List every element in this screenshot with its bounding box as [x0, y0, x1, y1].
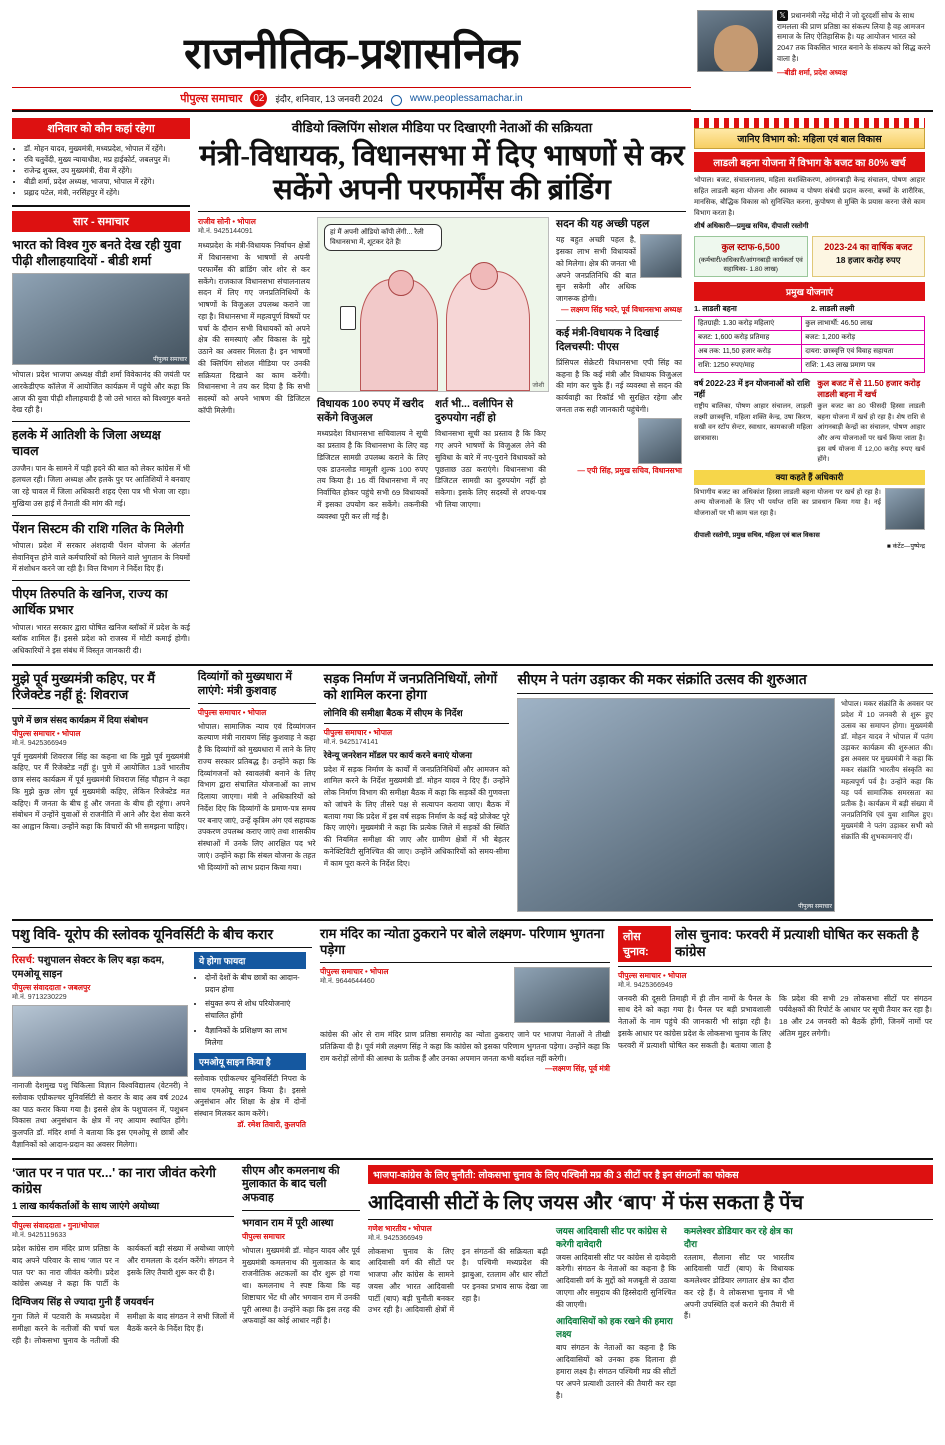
officer-band-head: क्या कहते हैं अधिकारी: [694, 470, 925, 485]
bot-right-body: लोकसभा चुनाव के लिए आदिवासी वर्ग की सीटों पर भाजपा और कांग्रेस के सामने जयस और भारत आदिवासी पार्टी (बाप) बड़ी चुनौती बनकर उभर रही है। आदिवासी क्षेत्रों में इन संगठनों की सक्रियता बढ़ी है। पश्चिमी मध्यप्रदेश की झाबुआ, रतलाम और धार सीटों पर इनका प्रभाव साफ देखा जा रहा है।: [368, 1246, 548, 1315]
left-lead-photo: [12, 273, 190, 365]
lower-story-1: [12, 926, 312, 1151]
feature-intro: भोपाल। बजट, संचालनालय, महिला सशक्तिकरण, आंगनबाड़ी केन्द्र संचालन, पोषण आहार सहित लाडली बहना योजना और स्वास्थ्य व पोषण संबंधी प्रदान करना, बच्चों के शारीरिक, मानसिक, बौद्धिक विकास को सुनिश्चित करना, कुपोषण से मुक्ति के प्रयास करना जैसे काम विभाग करता है।: [694, 177, 925, 217]
list-item: • रवि चतुर्वेदी, मुख्य न्यायाधीश, मप्र हाईकोर्ट, जबलपुर में।: [24, 154, 190, 165]
stat-budget-value: 18 हजार करोड़ रुपए: [836, 255, 901, 266]
main-third-col: [556, 217, 682, 522]
bot-left-headline: ‘जात पर न पात पर...' का नारा जीवंत करेगी कांग्रेस: [12, 1164, 216, 1196]
left-story2-body: उज्जैन। पान के सामने में पड़ी हदने की बात को लेकर कांग्रेस में भी हलचल रही। जिला अध्यक्ष और हलके पुर पर आतिशियों ने बनवाए जा रहे चावल में जिला अधिकारी शहद ऐसा पत्र भी भेजा जा रहा। मुखिया उस हाई में तैनाती की मांग की गई।: [12, 463, 190, 508]
divider: [12, 515, 190, 516]
benefit-head: ये होगा फायदा: [194, 952, 306, 969]
bot-right-mobile: मो.नं. 9425366949: [368, 1234, 423, 1242]
bot-right-sub1: जयस आदिवासी सीट पर कांग्रेस से करेगी दावेदारी: [556, 1225, 667, 1249]
photo-credit: पीपुल्स समाचार: [153, 357, 187, 364]
mou-head: एमओयू साइन किया है: [194, 1053, 306, 1070]
bot-right-brand: गणेश भारतीय • भोपाल: [368, 1223, 432, 1233]
benefit-list: [194, 972, 306, 1049]
low3-brand: पीपुल्स समाचार • भोपाल: [618, 970, 687, 980]
stat-staff-body: (कर्मचारी/अधिकारी/आंगनबाड़ी कार्यकर्ता एवं सहायिका- 1.80 लाख): [698, 257, 803, 274]
mid3-subhead: लोनिवि की समीक्षा बैठक में सीएम के निर्देश: [323, 707, 463, 718]
bot-left-body: प्रदेश कांग्रेस राम मंदिर प्राण प्रतिष्ठा के बाद अपने परिवार के साथ 'जात पर न पात पर' का नारा जीवंत करेगी। प्रदेश कांग्रेस अध्यक्ष ने कहा कि पार्टी के कार्यकर्ता बड़ी संख्या में अयोध्या जाएंगे और रामलला के दर्शन करेंगे। संगठन ने इसके लिए तैयारी शुरू कर दी है।: [12, 1244, 234, 1289]
place-date: इंदौर, शनिवार, 13 जनवरी 2024: [275, 94, 383, 104]
bot-left-body2: गुना जिले में पटवारी के मध्यप्रदेश में समीक्षा करने के नतीजों की चर्चा चल रही है। लोकसभा चुनाव के नतीजों की समीक्षा के बाद संगठन ने सभी जिलों में बैठकें करने के निर्देश दिए हैं।: [12, 1312, 234, 1345]
stat-budget-title: 2023-24 का वार्षिक बजट: [824, 242, 913, 253]
list-item: • प्रह्लाद पटेल, मंत्री, नरसिंहपुर में रहेंगे।: [24, 187, 190, 198]
mid-story-2: [198, 671, 316, 912]
section-divider-2: [12, 919, 933, 921]
quote-text-block: [777, 10, 933, 78]
mid3-mobile: मो.नं. 9425174141: [323, 738, 379, 746]
stat-budget: [812, 236, 926, 277]
page-number: 02: [250, 90, 267, 107]
schedule-box-head: शनिवार को कौन कहां रहेगा: [12, 118, 190, 139]
left-story4-body: भोपाल। भारत सरकार द्वारा घोषित खनिज ब्लॉकों में प्रदेश के कई ब्लॉक शामिल हैं। इससे प्रदेश को राजस्व में मोटी कमाई होगी। अधिकारियों ने इस संबंध में विस्तृत जानकारी दी।: [12, 622, 190, 656]
low2-brand: पीपुल्स समाचार • भोपाल: [320, 967, 389, 977]
main-headline: मंत्री-विधायक, विधानसभा में दिए भाषणों से कर सकेंगे अपनी परफार्मेंस की ब्रांडिंग: [199, 140, 685, 206]
mid-story-1: [12, 671, 190, 912]
mid2-headline: दिव्यांगों को मुख्यधारा में लाएंगे: मंत्री कुशवाह: [197, 671, 292, 697]
lower-section: [12, 926, 933, 1151]
list-item: • डॉ. मोहन यादव, मुख्यमंत्री, मध्यप्रदेश, भोपाल में रहेंगे।: [24, 143, 190, 154]
low3-mobile: मो.नं. 9425366949: [618, 981, 673, 989]
feature-officials: शीर्ष अधिकारी—प्रमुख सचिव, दीपाली रस्तोगी: [694, 223, 809, 231]
bot-left-mobile: मो.नं. 9425119633: [12, 1232, 67, 1240]
research-label: रिसर्च:: [12, 955, 36, 967]
schemes-head: प्रमुख योजनाएं: [694, 282, 925, 301]
mid2-brand: पीपुल्स समाचार • भोपाल: [197, 707, 267, 717]
bottom-story-left: [12, 1165, 234, 1402]
quote-person-photo: [640, 234, 682, 278]
political-cartoon: हां मैं अपनी ऑडियो कॉपी लेंगी... रैली विधानसभा में, शूटकर देते हैं! जोशी: [317, 217, 549, 392]
low1-headline: पशु विवि- यूरोप की स्लोवक यूनिवर्सिटी के बीच करार: [12, 925, 274, 942]
top-region: [12, 118, 933, 657]
website-url[interactable]: www.peoplessamachar.in: [409, 93, 523, 104]
laxman-singh-photo: [514, 967, 610, 1023]
feature-credit: ■ कंटेंट—पुष्पेन्द्र: [886, 542, 925, 550]
table-row: अब तक: 11,50 हजार करोड़ दायरा: छात्रवृत्ति एवं विवाह सहायता: [695, 345, 925, 359]
lower-story-3: [618, 926, 932, 1151]
main-kicker: वीडियो क्लिपिंग सोशल मीडिया पर दिखाएगी नेताओं की सक्रियता: [291, 120, 593, 135]
bot-mid-sub: भगवान राम में पूरी आस्था: [242, 1217, 334, 1229]
left-story3-headline: पेंशन सिस्टम की राशि गलित के मिलेगी: [12, 521, 184, 536]
schemes-table: [694, 316, 925, 373]
lower-story-2: [320, 926, 610, 1151]
mid-head: वर्ष 2022-23 में इन योजनाओं को राशि नहीं: [694, 379, 810, 400]
schedule-list: [12, 139, 190, 207]
quote-byline: —बीडी शर्मा, प्रदेश अध्यक्ष: [777, 67, 848, 77]
table-row: राशि: 1250 रुपए/माह राशि: 1.43 लाख प्रमाण पत्र: [695, 359, 925, 373]
left-lead-headline: भारत को विश्व गुरु बनते देख रही युवा पीढ़ी शौलाहयादियों - बीडी शर्मा: [12, 237, 181, 268]
sub3-body: यह बहुत अच्छी पहल है, इसका लाभ सभी विधायकों को मिलेगा। क्षेत्र की जनता भी अपने जनप्रतिनिधि की बात सुन सकेगी और अधिक जागरूक होगी।: [556, 235, 637, 304]
mid3-body: प्रदेश में सड़क निर्माण के कार्यों में जनप्रतिनिधियों और आमजन को शामिल करने के निर्देश मुख्यमंत्री डॉ. मोहन यादव ने दिए हैं। उन्होंने लोक निर्माण विभाग की समीक्षा बैठक में कहा कि सड़कों की गुणवत्ता को जांचने के लिए तीसरे पक्ष से सत्यापन कराया जाए। बैठक में बताया गया कि प्रदेश में इस वर्ष सड़क निर्माण के कई बड़े प्रोजेक्ट पूरे किए जाएंगे। मुख्यमंत्री ने कहा कि प्रत्येक जिले में सड़कों की स्थिति की नियमित समीक्षा की जाए और ग्रामीण क्षेत्रों में भी बेहतर कनेक्टिविटी सुनिश्चित की जाए। उन्होंने अधिकारियों को समय-सीमा में काम पूरा करने के निर्देश दिए।: [323, 764, 510, 868]
officer-body: विभागीय बजट का अधिकांश हिस्सा लाडली बहना योजना पर खर्च हो रहा है। अन्य योजनाओं के लिए भी पर्याप्त राशि का प्रावधान किया गया है। नई योजनाओं पर भी काम चल रहा है।: [694, 488, 881, 517]
mid2-body: भोपाल। सामाजिक न्याय एवं दिव्यांगजन कल्याण मंत्री नारायण सिंह कुशवाह ने कहा है कि दिव्यांगों को मुख्यधारा में लाने के लिए राज्य सरकार प्रतिबद्ध है। उन्होंने कहा कि दिव्यांगजनों को स्वावलंबी बनाने के लिए विभाग द्वारा संचालित योजनाओं का लाभ दिलाया जाएगा। मंत्री ने अधिकारियों को निर्देश दिए कि दिव्यांगों के प्रमाण-पत्र समय पर बनाए जाएं, उन्हें कृत्रिम अंग एवं सहायक उपकरण उपलब्ध कराए जाएं तथा शासकीय संस्थाओं में उनके लिए आरक्षित पद भरे जाएं। उन्होंने कहा कि संबल योजना के तहत भी दिव्यांगों को लाभ प्रदान किया गया।: [197, 721, 316, 872]
bottom-story-mid: [242, 1165, 360, 1402]
sub3-byline: — लक्ष्मण सिंह भदरे, पूर्व विधानसभा अध्यक्ष: [560, 304, 682, 314]
right-feature: [694, 118, 925, 657]
bot-mid-headline: सीएम और कमलनाथ की मुलाकात के बाद चली अफवाह: [242, 1164, 340, 1205]
photo-credit: पीपुल्स समाचार: [798, 903, 832, 910]
mid-body: राष्ट्रीय बालिका, पोषण आहार संचालन, लाड़ली लक्ष्मी छात्रवृत्ति, महिला शक्ति केन्द्र, उषा किरण, सखी वन स्टॉप सेन्टर, स्वाधार, कामकाजी महिला छात्रावास।: [694, 403, 813, 442]
main-reporter: राजीव सोनी • भोपाल: [198, 217, 256, 227]
feature-gold-head: जानिए विभाग को: महिला एवं बाल विकास: [694, 128, 925, 149]
low3-label: लोस चुनाव:: [618, 926, 671, 962]
mid1-body: पूर्व मुख्यमंत्री शिवराज सिंह का कहना था कि मुझे पूर्व मुख्यमंत्री कहिए, पर मैं रिजेक्टेड नहीं हूं। पुणे में आयोजित 13वें भारतीय छात्र संसद कार्यक्रम में पूर्व मुख्यमंत्री शिवराज सिंह चौहान ने कहा कि मुझे कुछ लोग पूर्व मुख्यमंत्री कहिए, लेकिन रिजेक्टेड मत कहिए। मैं जनता के बीच हूं और जनता के बीच ही रहूंगा। अपने संबोधन में उन्होंने युवाओं से राजनीति में आने और देश सेवा करने का आह्वान किया। उन्होंने कहा कि विचारों की भी समझना चाहिए।: [12, 751, 190, 832]
bot-right-body1: जयस आदिवासी सीट पर कांग्रेस से दावेदारी करेगी। संगठन के नेताओं का कहना है कि आदिवासी वर्ग के मुद्दों को मजबूती से उठाया जाएगा और समुदाय की हिस्सेदारी सुनिश्चित की जाएगी।: [556, 1252, 676, 1309]
side-body: कुल बजट का 80 फीसदी हिस्सा लाडली बहना योजना में खर्च हो रहा है। शेष राशि से आंगनबाड़ी केन्द्रों का संचालन, पोषण आहार और अन्य योजनाओं पर खर्च किया जाता है। इस वर्ष योजना में 12,00 करोड़ रुपए खर्च होंगे।: [817, 403, 925, 464]
masthead-strip: [12, 87, 691, 110]
left-column: [12, 118, 190, 657]
mid4-headline: सीएम ने पतंग उड़ाकर की मकर संक्रांति उत्सव की शुरुआत: [517, 671, 807, 688]
sub2-head: शर्त भी... वलीपिन से दुरुपयोग नहीं हो: [435, 398, 514, 425]
sub2-body: विधानसभा सूची का प्रस्ताव है कि किए गए अपने भाषणों के विजुअल लेने की सुविधा के बारे में नए-पुराने विधायकों को पूछताछ उठा कराएंगे। विधानसभा की डिजिटल सामग्री का दुरुपयोग नहीं हो सकेगा। इसके लिए सदस्यों से शपथ-पत्र भी लिया जाएगा।: [435, 429, 546, 509]
mid3-highlight: रेवेन्यू जनरेशन मॉडल पर कार्य करने बनाएं योजना: [323, 749, 472, 760]
side-head: कुल बजट में से 11.50 हजार करोड़ लाडली बहना में खर्च: [817, 379, 921, 400]
mid3-headline: सड़क निर्माण में जनप्रतिनिधियों, लोगों को शामिल करना होगा: [323, 671, 498, 703]
scheme-1-name: 1. लाडली बहना: [694, 304, 737, 314]
cm-kite-photo: [517, 698, 835, 912]
sub4-body: प्रिंसिपल सेक्रेटरी विधानसभा एपी सिंह का कहना है कि कई मंत्री और विधायक विजुअल की मांग कर चुके हैं। नई व्यवस्था से सदन की कार्यवाही का रिकॉर्ड भी सुरक्षित रहेगा और जनता तक सही जानकारी पहुंचेगी।: [556, 357, 682, 414]
main-body: मध्यप्रदेश के मंत्री-विधायक निर्वाचन क्षेत्रों में विधानसभा के भाषणों से अपनी परफार्मेंस की ब्रांडिंग जोर शोर से कर सकेंगे। राजकाज विधानसभा संचालनालय सदन में लिए गए जनप्रतिनिधियों के भाषणों के विजुअल उपलब्ध कराने जा रहा है। विधानसभा में महत्वपूर्ण विषयों पर चर्चा के दौरान सभी विधायकों को अपने क्षेत्र की समस्याएं और विकास के मुद्दे उठाने का अवसर मिलता है। इन भाषणों की क्लिपिंग सोशल मीडिया पर उनकी सक्रियता दिखाने का काम करेंगी। विधानसभा ने तय कर दिया है कि सभी सदस्यों को अपने भाषण की डिजिटल कॉपी मिलेगी।: [198, 241, 310, 415]
bot-right-headline: आदिवासी सीटों के लिए जयस और ‘बाप' में फंस सकता है पेंच: [368, 1191, 804, 1214]
globe-icon: [391, 95, 402, 106]
left-lead-body: भोपाल। प्रदेश भाजपा अध्यक्ष वीडी शर्मा विवेकानंद की जयंती पर आरकेडीएफ कॉलेज में आयोजित कार्यक्रम में पहुंचे और कहा कि आज की युवा पीढ़ी शौलाहयादी है जो उसे भारत को विश्वगुरु बनते देख रही है।: [12, 370, 190, 415]
mid1-subhead: पुणे में छात्र संसद कार्यक्रम में दिया संबोधन: [12, 714, 148, 725]
masthead: [12, 10, 933, 106]
university-photo: [12, 1005, 188, 1077]
bot-mid-brand: पीपुल्स समाचार: [242, 1231, 285, 1241]
bot-left-brand: पीपुल्स संवाददाता • गुना/भोपाल: [12, 1221, 100, 1231]
bot-mid-body: भोपाल। मुख्यमंत्री डॉ. मोहन यादव और पूर्व मुख्यमंत्री कमलनाथ की मुलाकात के बाद राजनीतिक अटकलों का दौर शुरू हो गया था। कमलनाथ ने स्पष्ट किया कि यह शिष्टाचार भेंट थी और भगवान राम में उनकी पूरी आस्था है। उन्होंने कहा कि इस तरह की अफवाहों का कोई आधार नहीं है।: [242, 1245, 360, 1326]
x-twitter-icon: 𝕏: [777, 10, 788, 21]
masthead-quote-block: [697, 10, 933, 78]
divider: [12, 421, 190, 422]
low1-subhead: पशुपालन सेक्टर के लिए बड़ा कदम, एमओयू साइन: [12, 955, 165, 981]
main-first-col: [198, 217, 310, 522]
scheme-2-name: 2. लाडली लक्ष्मी: [811, 304, 855, 314]
stat-staff-title: कुल स्टाफ-6,500: [721, 242, 780, 253]
mid-section: [12, 671, 933, 912]
main-story: [198, 118, 686, 657]
masthead-title-block: [12, 10, 691, 110]
section-divider-3: [12, 1158, 933, 1160]
sub1-head: विधायक 100 रुपए में खरीद सकेंगे विजुअल: [317, 398, 424, 425]
mou-byline: डॉ. रमेश तिवारी, कुलपति: [237, 1119, 306, 1129]
sub4-head: कई मंत्री-विधायक ने दिखाई दिलचस्पी: पीएस: [556, 326, 659, 353]
officer-photo: [638, 418, 682, 464]
main-mobile: मो.नं. 9425144091: [198, 228, 253, 236]
mou-body: स्लोवाक एग्रीकल्चर यूनिवर्सिटी निपरा के साथ एमओयू साइन किया है। इससे अनुसंधान और शिक्षा के क्षेत्र में दोनों संस्थान मिलकर काम करेंगे।: [194, 1073, 306, 1119]
low1-brand: पीपुल्स संवाददाता • जबलपुर: [12, 983, 91, 993]
officer-byline: दीपाली रस्तोगी, प्रमुख सचिव, महिला एवं बाल विकास: [694, 531, 820, 539]
bot-right-body2: बाप संगठन के नेताओं का कहना है कि आदिवासियों को उनका हक दिलाना ही हमारा लक्ष्य है। संगठन पश्चिमी मप्र की सीटों पर अपने प्रत्याशी उतारने की तैयारी कर रहा है।: [556, 1343, 676, 1400]
bot-right-band: भाजपा-कांग्रेस के लिए चुनौती: लोकसभा चुनाव के लिए पश्चिमी मप्र की 3 सीटों पर है इन संगठनों का फोकस: [368, 1165, 933, 1184]
list-item: • बीडी शर्मा, प्रदेश अध्यक्ष, भाजपा, भोपाल में रहेंगे।: [24, 176, 190, 187]
list-item: • वैज्ञानिकों के प्रशिक्षण का लाभ मिलेगा: [205, 1025, 306, 1049]
cartoon-bubble: हां मैं अपनी ऑडियो कॉपी लेंगी... रैली विधानसभा में, शूटकर देते हैं!: [324, 224, 442, 251]
bot-right-sub3: कमलेश्वर डोडियार कर रहे क्षेत्र का दौरा: [684, 1225, 793, 1249]
bot-right-body3: रतलाम, सैलाना सीट पर भारतीय आदिवासी पार्टी (बाप) के विधायक कमलेश्वर डोडियार लगातार क्षेत्र का दौरा कर रहे हैं। वे लोकसभा चुनाव में भी अपनी उपस्थिति दर्ज कराने की तैयारी में हैं।: [684, 1252, 794, 1321]
low3-body: जनवरी की दूसरी तिमाही में ही तीन नामों के पैनल के साथ देने को कहा गया है। पैनल पर बड़ी प्रभावशाली नेताओं के नाम पहुंचे की जानकारी भी सांझा रही है। इसके आधार पर कांग्रेस प्रदेश के लोकसभा चुनाव के लिए फरवरी में प्रत्याशी घोषित कर सकती है। बताया जाता है कि प्रदेश की सभी 29 लोकसभा सीटों पर संगठन पर्यवेक्षकों की रिपोर्ट के आधार पर सूची तैयार कर रहा है। 18 और 24 जनवरी को बैठकें होंगी, जिनमें नामों पर अंतिम मुहर लगेगी।: [618, 993, 932, 1050]
low1-body: नानाजी देशमुख पशु चिकित्सा विज्ञान विश्वविद्यालय (वेटनरी) ने स्लोवाक एग्रीकल्चर यूनिवर्सिटी से करार के बाद अब वर्ष 2024 का पाठ करार किया गया है। इससे क्षेत्र के पशुपालन में, पशुधन विकास तथा अनुसंधान के क्षेत्र में नए आयाम स्थापित होंगे। कुलपति डॉ. मंदिर शर्मा ने बताया कि इस एमओयू से छात्रों और वैज्ञानिकों को आदान-प्रदान का अवसर मिलेगा।: [12, 1081, 188, 1149]
mid4-body: भोपाल। मकर संक्रांति के अवसर पर प्रदेश में 10 जनवरी से शुरू हुए उत्सव का समापन होगा। मुख्यमंत्री डॉ. मोहन यादव ने भोपाल में पतंग उड़ाकर कार्यक्रम की शुरुआत की। इस अवसर पर मुख्यमंत्री ने कहा कि मकर संक्रांति भारतीय संस्कृति का महत्वपूर्ण पर्व है। उन्होंने कहा कि यह पर्व सामाजिक समरसता का प्रतीक है। कार्यक्रम में बड़ी संख्या में जनप्रतिनिधि एवं युवा शामिल हुए। मुख्यमंत्री ने पतंग उड़ाकर सभी को संक्रांति की शुभकामनाएं दीं।: [841, 698, 933, 842]
table-row: हितग्राही: 1.30 करोड़ महिलाएं कुल लाभार्थी: 46.50 लाख: [695, 317, 925, 331]
mid1-mobile: मो.नं. 9425366949: [12, 739, 67, 747]
bot-left-sub2: दिग्विजय सिंह से ज्यादा गुनी हैं जयवर्धन: [12, 1297, 154, 1309]
brand-label: पीपुल्स समाचार: [180, 93, 243, 105]
left-story4-headline: पीएम तिरुपति के खनिज, राज्य का आर्थिक प्रभार: [12, 587, 168, 618]
bot-left-sub: 1 लाख कार्यकर्ताओं के साथ जाएंगे अयोध्या: [12, 1201, 160, 1213]
mid-story-4: [517, 671, 933, 912]
bot-right-sub2: आदिवासियों को हक रखने की हमारा लक्ष्य: [556, 1316, 673, 1340]
masthead-divider: [12, 110, 933, 112]
divider: [12, 580, 190, 581]
low1-mobile: मो.नं. 9713230229: [12, 994, 67, 1002]
page-title: राजनीतिक-प्रशासनिक: [183, 31, 520, 78]
list-item: • दोनों देशों के बीच छात्रों का आदान-प्रदान होगा: [205, 972, 306, 996]
bottom-section: [12, 1165, 933, 1402]
sub3-head: सदन की यह अच्छी पहल: [556, 218, 650, 231]
mid3-brand: पीपुल्स समाचार • भोपाल: [323, 727, 393, 737]
mid1-headline: मुझे पूर्व मुख्यमंत्री कहिए, पर मैं रिजेक्टेड नहीं हूं: शिवराज: [12, 671, 156, 703]
cartoon-block: [317, 217, 549, 522]
left-story3-body: भोपाल। प्रदेश में सरकार अंशदायी पेंशन योजना के अंतर्गत सेवानिवृत्त होने वाले कर्मचारियों को मिलने वाले भुगतान के नियमों में संशोधन करने जा रही है। वित्त विभाग ने निर्देश दिए हैं।: [12, 540, 190, 574]
quote-text: प्रधानमंत्री नरेंद्र मोदी ने जो दूरदर्शी सोच के साथ रामलला की प्राण प्रतिष्ठा का संकल्प लिया है वह आमजन समाज के लिए ऐतिहासिक है। यह आयोजन भारत को 2047 तक विकसित भारत बनाने के संकल्प को सिद्ध करने वाला है।: [777, 11, 931, 63]
officer-portrait: [885, 488, 925, 530]
left-story2-headline: हलके में आतिशी के जिला अध्यक्ष चावल: [12, 428, 161, 459]
low2-mobile: मो.नं. 9644644460: [320, 978, 375, 986]
mid1-brand: पीपुल्स समाचार • भोपाल: [12, 728, 81, 738]
table-row: बजट: 1,600 करोड़ प्रतिमाह बजट: 1,200 करोड़: [695, 331, 925, 345]
section-divider: [12, 664, 933, 666]
list-item: • संयुक्त रूप से शोध परियोजनाएं संचालित होंगी: [205, 998, 306, 1022]
sub4-byline: — एपी सिंह, प्रमुख सचिव, विधानसभा: [577, 465, 682, 475]
feature-red-head: लाडली बहना योजना में विभाग के बजट का 80% खर्च: [694, 152, 925, 172]
stat-staff: [694, 236, 808, 277]
low2-body: कांग्रेस की ओर से राम मंदिर प्राण प्रतिष्ठा समारोह का न्योता ठुकराए जाने पर भाजपा नेताओं ने तीखी प्रतिक्रिया दी है। पूर्व मंत्री लक्ष्मण सिंह ने कहा कि कांग्रेस को इसका परिणाम भुगतना पड़ेगा। उन्होंने कहा कि राम करोड़ों लोगों की आस्था के प्रतीक हैं और उनका अपमान जनता कभी बर्दाश्त नहीं करेगी।: [320, 1030, 610, 1063]
bottom-story-right: [368, 1165, 933, 1402]
sub1-body: मध्यप्रदेश विधानसभा सचिवालय ने सूची का प्रस्ताव है कि विधानसभा के लिए वह डिजिटल सामग्री उपलब्ध कराने के लिए एक डाउनलोड मामूली शुल्क 100 रुपए तय किया है। 16 वीं विधानसभा में नए निर्वाचित होकर पहुंचे सभी 69 विधायकों में इसका उपयोग कर सकेंगे। तकनीकी व्यवस्था पूरी कर ली गई है।: [317, 429, 428, 521]
list-item: • राजेन्द्र शुक्ल, उप मुख्यमंत्री, रीवा में रहेंगे।: [24, 165, 190, 176]
low2-headline: राम मंदिर का न्योता ठुकराने पर बोले लक्ष्मण- परिणाम भुगतना पड़ेगा: [320, 925, 605, 957]
low2-quote-name: —लक्ष्मण सिंह, पूर्व मंत्री: [545, 1064, 610, 1074]
leader-photo: [697, 10, 773, 72]
mid-story-3: [324, 671, 510, 912]
summary-box-head: सार - समाचार: [12, 211, 190, 232]
low3-headline: लोस चुनाव: फरवरी में प्रत्याशी घोषित कर सकती है कांग्रेस: [675, 927, 919, 959]
